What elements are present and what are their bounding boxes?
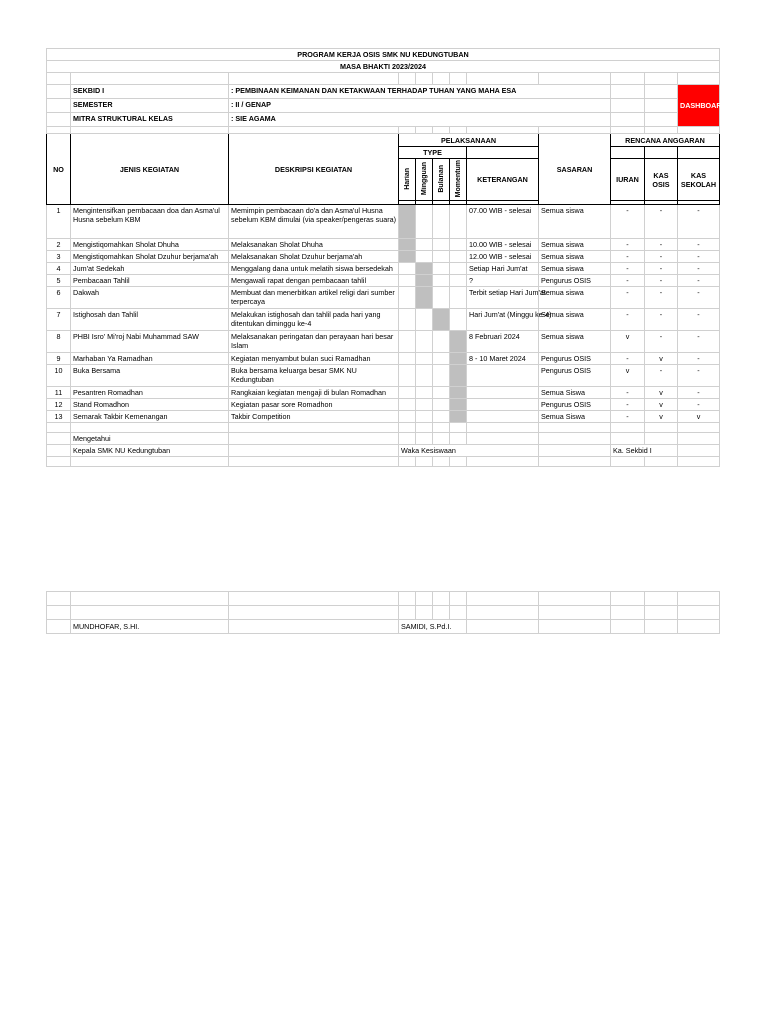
row-sasaran: Pengurus OSIS [539, 399, 611, 411]
waka-kesiswaan-label: Waka Kesiswaan [399, 445, 539, 457]
row-kas-sekolah: - [678, 353, 720, 365]
row-sasaran: Pengurus OSIS [539, 353, 611, 365]
info-value-sekbid: : PEMBINAAN KEIMANAN DAN KETAKWAAN TERHADAP TUHAN YANG MAHA ESA [229, 85, 611, 99]
row-deskripsi: Buka bersama keluarga besar SMK NU Kedungtuban [229, 365, 399, 387]
row-jenis-kegiatan: Buka Bersama [71, 365, 229, 387]
row-jenis-kegiatan: Mengistiqomahkan Sholat Dhuha [71, 239, 229, 251]
col-header-keterangan: KETERANGAN [467, 159, 539, 201]
type-cell-bulanan [433, 251, 450, 263]
row-keterangan: Setiap Hari Jum'at [467, 263, 539, 275]
program-kerja-table [46, 48, 727, 467]
row-kas-sekolah: - [678, 399, 720, 411]
row-sasaran: Semua siswa [539, 331, 611, 353]
dashboard-button[interactable]: DASHBOARD [678, 85, 720, 127]
type-cell-harian [399, 353, 416, 365]
row-deskripsi: Takbir Competition [229, 411, 399, 423]
row-deskripsi: Mengawali rapat dengan pembacaan tahlil [229, 275, 399, 287]
row-jenis-kegiatan: PHBI Isro' Mi'roj Nabi Muhammad SAW [71, 331, 229, 353]
row-iuran: - [611, 275, 645, 287]
type-cell-bulanan [433, 287, 450, 309]
col-header-jenis: JENIS KEGIATAN [71, 134, 229, 205]
table-row [47, 365, 720, 387]
row-kas-osis: v [645, 353, 678, 365]
row-sasaran: Semua siswa [539, 309, 611, 331]
info-value-semester: : II / GENAP [229, 99, 611, 113]
row-deskripsi: Rangkaian kegiatan mengaji di bulan Romadhan [229, 387, 399, 399]
row-sasaran: Semua siswa [539, 263, 611, 275]
type-cell-harian [399, 309, 416, 331]
type-cell-harian [399, 365, 416, 387]
type-cell-harian [399, 331, 416, 353]
row-sasaran: Semua siswa [539, 239, 611, 251]
table-row [47, 331, 720, 353]
table-row [47, 411, 720, 423]
col-header-kas-osis: KAS OSIS [645, 159, 678, 201]
signature-table [46, 591, 720, 634]
row-iuran: - [611, 251, 645, 263]
info-label-mitra: MITRA STRUKTURAL KELAS [71, 113, 229, 127]
type-cell-mingguan [416, 263, 433, 275]
row-jenis-kegiatan: Dakwah [71, 287, 229, 309]
row-jenis-kegiatan: Pembacaan Tahlil [71, 275, 229, 287]
type-cell-harian [399, 251, 416, 263]
row-kas-osis: - [645, 331, 678, 353]
type-cell-harian [399, 287, 416, 309]
type-cell-momentum [450, 263, 467, 275]
row-sasaran: Semua siswa [539, 287, 611, 309]
row-no: 7 [47, 309, 71, 331]
type-cell-momentum [450, 331, 467, 353]
row-keterangan: 10.00 WIB - selesai [467, 239, 539, 251]
type-cell-mingguan [416, 331, 433, 353]
row-iuran: - [611, 387, 645, 399]
type-cell-momentum [450, 287, 467, 309]
row-sasaran: Semua siswa [539, 205, 611, 239]
type-cell-bulanan [433, 205, 450, 239]
row-deskripsi: Melaksanakan Sholat Dzuhur berjama'ah [229, 251, 399, 263]
col-header-kas-sekolah: KAS SEKOLAH [678, 159, 720, 201]
row-iuran: - [611, 411, 645, 423]
row-no: 13 [47, 411, 71, 423]
row-kas-osis: - [645, 263, 678, 275]
row-sasaran: Pengurus OSIS [539, 275, 611, 287]
row-no: 12 [47, 399, 71, 411]
row-keterangan: Hari Jum'at (Minggu ke-4) [467, 309, 539, 331]
type-cell-mingguan [416, 205, 433, 239]
row-kas-sekolah: - [678, 275, 720, 287]
type-cell-momentum [450, 365, 467, 387]
row-iuran: - [611, 399, 645, 411]
col-header-no: NO [47, 134, 71, 205]
row-deskripsi: Memimpin pembacaan do'a dan Asma'ul Husna sebelum KBM dimulai (via speaker/pengeras suara) [229, 205, 399, 239]
row-jenis-kegiatan: Mengistiqomahkan Sholat Dzuhur berjama'ah [71, 251, 229, 263]
type-cell-mingguan [416, 399, 433, 411]
type-cell-bulanan [433, 331, 450, 353]
row-iuran: - [611, 287, 645, 309]
row-jenis-kegiatan: Stand Romadhon [71, 399, 229, 411]
table-row [47, 399, 720, 411]
row-kas-sekolah: - [678, 263, 720, 275]
document-subtitle: MASA BHAKTI 2023/2024 [47, 61, 720, 73]
row-jenis-kegiatan: Jum'at Sedekah [71, 263, 229, 275]
type-cell-bulanan [433, 365, 450, 387]
row-no: 9 [47, 353, 71, 365]
row-kas-osis: v [645, 387, 678, 399]
row-no: 1 [47, 205, 71, 239]
row-keterangan [467, 411, 539, 423]
row-kas-osis: - [645, 205, 678, 239]
row-kas-osis: - [645, 365, 678, 387]
row-no: 5 [47, 275, 71, 287]
table-row [47, 287, 720, 309]
type-cell-bulanan [433, 411, 450, 423]
table-row [47, 205, 720, 239]
row-iuran: - [611, 353, 645, 365]
type-cell-mingguan [416, 275, 433, 287]
row-keterangan: 12.00 WIB - selesai [467, 251, 539, 263]
row-jenis-kegiatan: Marhaban Ya Ramadhan [71, 353, 229, 365]
row-iuran: - [611, 205, 645, 239]
type-cell-mingguan [416, 239, 433, 251]
row-jenis-kegiatan: Pesantren Romadhan [71, 387, 229, 399]
col-header-type: TYPE [399, 147, 467, 159]
type-cell-momentum [450, 353, 467, 365]
row-kas-osis: v [645, 411, 678, 423]
type-cell-bulanan [433, 309, 450, 331]
type-cell-mingguan [416, 411, 433, 423]
type-cell-momentum [450, 411, 467, 423]
col-header-deskripsi: DESKRIPSI KEGIATAN [229, 134, 399, 205]
type-cell-harian [399, 411, 416, 423]
type-cell-mingguan [416, 353, 433, 365]
row-sasaran: Semua Siswa [539, 387, 611, 399]
type-cell-bulanan [433, 399, 450, 411]
row-deskripsi: Melakukan istighosah dan tahlil pada hari yang ditentukan diminggu ke-4 [229, 309, 399, 331]
type-cell-mingguan [416, 309, 433, 331]
row-no: 3 [47, 251, 71, 263]
row-keterangan: Terbit setiap Hari Jum'at [467, 287, 539, 309]
row-keterangan [467, 387, 539, 399]
type-cell-momentum [450, 239, 467, 251]
type-cell-momentum [450, 275, 467, 287]
type-cell-harian [399, 239, 416, 251]
row-no: 2 [47, 239, 71, 251]
row-kas-osis: - [645, 275, 678, 287]
row-sasaran: Semua siswa [539, 251, 611, 263]
row-kas-sekolah: - [678, 365, 720, 387]
row-kas-osis: - [645, 251, 678, 263]
row-kas-osis: - [645, 287, 678, 309]
info-label-sekbid: SEKBID I [71, 85, 229, 99]
row-kas-sekolah: - [678, 309, 720, 331]
table-row [47, 387, 720, 399]
type-cell-harian [399, 275, 416, 287]
row-kas-osis: - [645, 309, 678, 331]
info-label-semester: SEMESTER [71, 99, 229, 113]
row-jenis-kegiatan: Mengintensifkan pembacaan doa dan Asma'ul Husna sebelum KBM [71, 205, 229, 239]
row-kas-sekolah: - [678, 331, 720, 353]
table-row [47, 263, 720, 275]
row-deskripsi: Melaksanakan Sholat Dhuha [229, 239, 399, 251]
row-iuran: - [611, 263, 645, 275]
type-cell-mingguan [416, 251, 433, 263]
table-row [47, 251, 720, 263]
row-jenis-kegiatan: Semarak Takbir Kemenangan [71, 411, 229, 423]
type-cell-harian [399, 263, 416, 275]
ka-sekbid-label: Ka. Sekbid I [611, 445, 678, 457]
row-keterangan: 07.00 WIB - selesai [467, 205, 539, 239]
col-header-momentum: Momentum [450, 159, 467, 201]
type-cell-momentum [450, 399, 467, 411]
row-iuran: v [611, 331, 645, 353]
col-header-bulanan: Bulanan [433, 159, 450, 201]
row-kas-sekolah: v [678, 411, 720, 423]
row-sasaran: Pengurus OSIS [539, 365, 611, 387]
col-header-rencana: RENCANA ANGGARAN [611, 134, 720, 147]
row-sasaran: Semua Siswa [539, 411, 611, 423]
type-cell-harian [399, 399, 416, 411]
row-no: 10 [47, 365, 71, 387]
table-row [47, 239, 720, 251]
type-cell-mingguan [416, 287, 433, 309]
row-keterangan: 8 - 10 Maret 2024 [467, 353, 539, 365]
mengetahui-label: Mengetahui [71, 433, 229, 445]
row-deskripsi: Melaksanakan peringatan dan perayaan hari besar Islam [229, 331, 399, 353]
row-kas-osis: v [645, 399, 678, 411]
row-kas-sekolah: - [678, 387, 720, 399]
col-header-pelaksanaan: PELAKSANAAN [399, 134, 539, 147]
kepala-sekolah-label: Kepala SMK NU Kedungtuban [71, 445, 229, 457]
row-deskripsi: Menggalang dana untuk melatih siswa bersedekah [229, 263, 399, 275]
type-cell-bulanan [433, 353, 450, 365]
row-deskripsi: Kegiatan pasar sore Romadhon [229, 399, 399, 411]
row-jenis-kegiatan: Istighosah dan Tahlil [71, 309, 229, 331]
row-kas-sekolah: - [678, 287, 720, 309]
row-kas-osis: - [645, 239, 678, 251]
row-iuran: - [611, 239, 645, 251]
row-keterangan: ? [467, 275, 539, 287]
type-cell-bulanan [433, 275, 450, 287]
type-cell-harian [399, 387, 416, 399]
row-kas-sekolah: - [678, 239, 720, 251]
row-no: 11 [47, 387, 71, 399]
signer-kepala-name: MUNDHOFAR, S.HI. [71, 620, 229, 634]
table-row [47, 275, 720, 287]
type-cell-momentum [450, 387, 467, 399]
type-cell-bulanan [433, 387, 450, 399]
type-cell-momentum [450, 251, 467, 263]
col-header-iuran: IURAN [611, 159, 645, 201]
row-kas-sekolah: - [678, 251, 720, 263]
row-iuran: v [611, 365, 645, 387]
type-cell-mingguan [416, 365, 433, 387]
document-title: PROGRAM KERJA OSIS SMK NU KEDUNGTUBAN [47, 49, 720, 61]
row-deskripsi: Membuat dan menerbitkan artikel religi dari sumber terpercaya [229, 287, 399, 309]
col-header-mingguan: Mingguan [416, 159, 433, 201]
row-iuran: - [611, 309, 645, 331]
type-cell-mingguan [416, 387, 433, 399]
type-cell-momentum [450, 309, 467, 331]
row-keterangan: 8 Februari 2024 [467, 331, 539, 353]
row-keterangan [467, 399, 539, 411]
type-cell-harian [399, 205, 416, 239]
table-row [47, 309, 720, 331]
row-keterangan [467, 365, 539, 387]
row-deskripsi: Kegiatan menyambut bulan suci Ramadhan [229, 353, 399, 365]
col-header-harian: Harian [399, 159, 416, 201]
col-header-sasaran: SASARAN [539, 134, 611, 205]
type-cell-momentum [450, 205, 467, 239]
signer-waka-name: SAMIDI, S.Pd.I. [399, 620, 467, 634]
row-kas-sekolah: - [678, 205, 720, 239]
row-no: 4 [47, 263, 71, 275]
table-row [47, 353, 720, 365]
type-cell-bulanan [433, 239, 450, 251]
row-no: 8 [47, 331, 71, 353]
info-value-mitra: : SIE AGAMA [229, 113, 611, 127]
type-cell-bulanan [433, 263, 450, 275]
row-no: 6 [47, 287, 71, 309]
